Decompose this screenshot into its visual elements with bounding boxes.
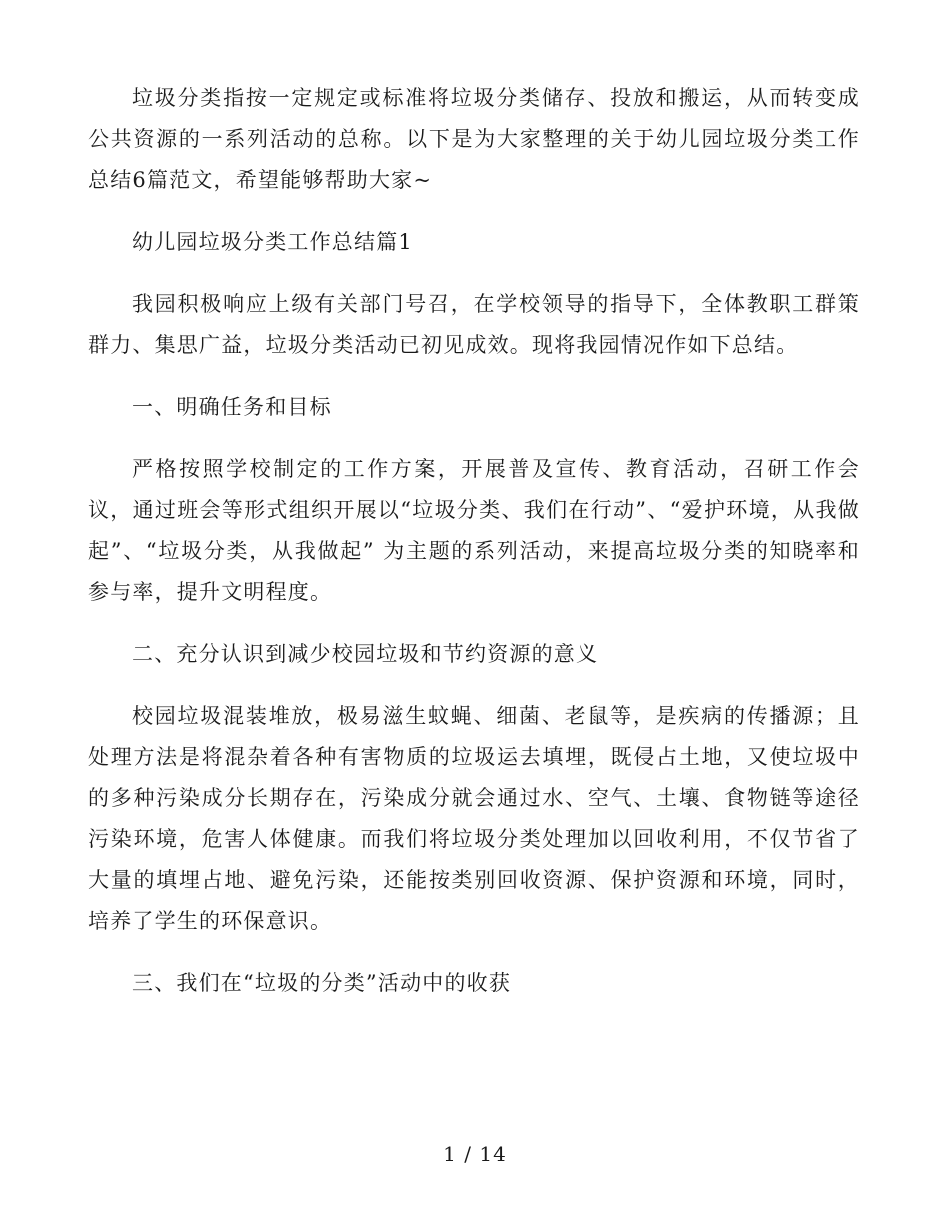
document-body <box>88 78 860 1025</box>
heading-one: 一、明确任务和目标 <box>132 395 332 419</box>
page-number: 1 / 14 <box>443 1142 507 1166</box>
paragraph-two: 校园垃圾混装堆放，极易滋生蚊蝇、细菌、老鼠等，是疾病的传播源；且处理方法是将混杂着各种有害物质的垃圾运去填埋，既侵占土地，又使垃圾中的多种污染成分长期存在，污染成分就会通过水、空气、土壤、食物链等途径污染环境，危害人体健康。而我们将垃圾分类处理加以回收利用，不仅节省了大量的填埋占地、避免污染，还能按类别回收资源、保护资源和环境，同时，培养了学生的环保意识。 <box>88 704 860 933</box>
paragraph-one: 严格按照学校制定的工作方案，开展普及宣传、教育活动，召研工作会议，通过班会等形式组织开展以“垃圾分类、我们在行动”、“爱护环境，从我做起”、“垃圾分类，从我做起” 为主题的系列活动，来提高垃圾分类的知晓率和参与率，提升文明程度。 <box>88 457 860 604</box>
opening-paragraph: 我园积极响应上级有关部门号召，在学校领导的指导下，全体教职工群策群力、集思广益，垃圾分类活动已初见成效。现将我园情况作如下总结。 <box>88 292 860 357</box>
heading-two: 二、充分认识到减少校园垃圾和节约资源的意义 <box>132 642 599 666</box>
intro-paragraph: 垃圾分类指按一定规定或标准将垃圾分类储存、投放和搬运，从而转变成公共资源的一系列活动的总称。以下是为大家整理的关于幼儿园垃圾分类工作总结6篇范文，希望能够帮助大家~ <box>88 86 860 192</box>
section-title: 幼儿园垃圾分类工作总结篇1 <box>132 230 413 254</box>
heading-three: 三、我们在“垃圾的分类”活动中的收获 <box>132 971 512 995</box>
